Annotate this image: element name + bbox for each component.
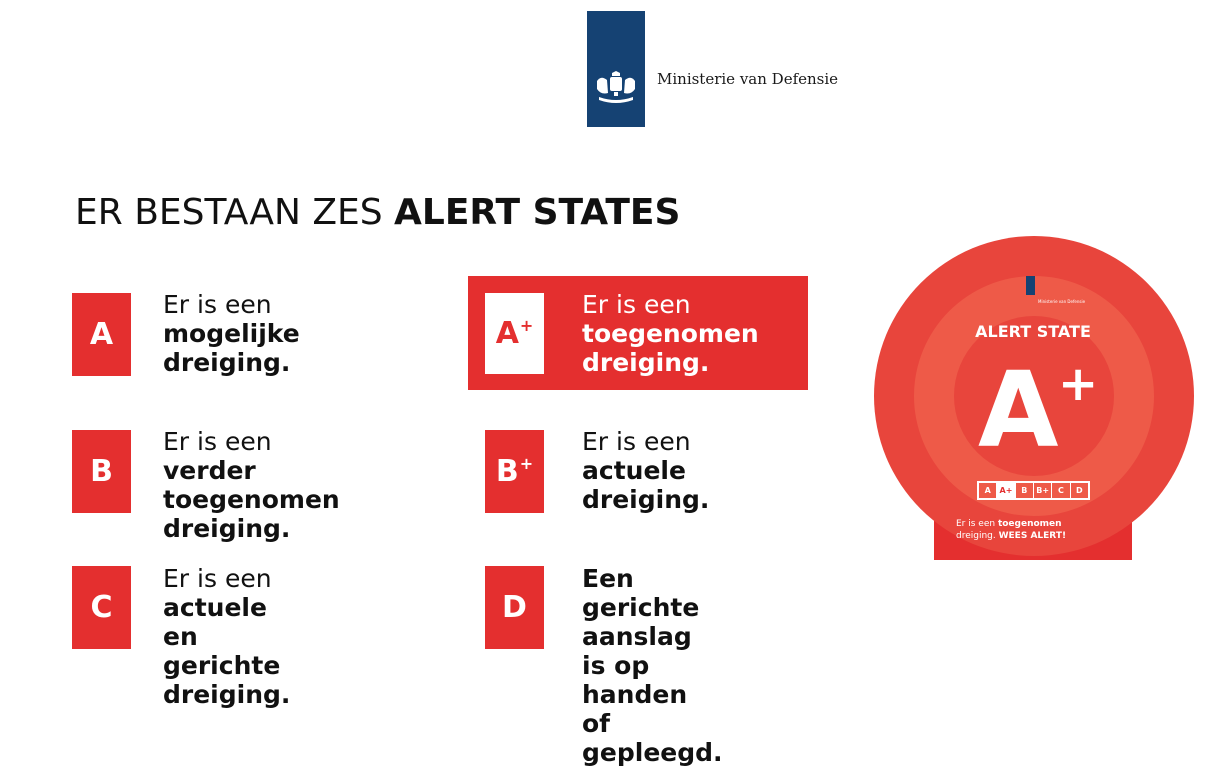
desc-line2: toegenomen bbox=[163, 485, 340, 514]
caption-bold: toegenomen bbox=[997, 519, 1062, 529]
level-code: D bbox=[502, 590, 527, 625]
level-code: C bbox=[90, 590, 113, 625]
title-light: ER BESTAAN ZES bbox=[75, 192, 395, 233]
level-badge-d bbox=[485, 566, 544, 649]
poster-scale-cell: A+ bbox=[997, 483, 1015, 498]
desc-line2: en gerichte bbox=[163, 622, 281, 680]
level-badge-a-plus bbox=[485, 293, 544, 374]
poster-ministry: Ministerie van Defensie bbox=[1038, 299, 1086, 304]
poster-title: ALERT STATE bbox=[975, 322, 1091, 341]
desc-line1-bold: Een gerichte bbox=[582, 564, 700, 622]
poster-level: A bbox=[978, 349, 1059, 471]
poster-scale-cell: B bbox=[1016, 483, 1034, 498]
desc-line1: Er is een bbox=[582, 290, 691, 319]
level-description-b bbox=[163, 427, 340, 543]
desc-line1-normal: Er is een bbox=[163, 564, 272, 593]
desc-line3: of gepleegd. bbox=[582, 709, 723, 767]
desc-line3: dreiging. bbox=[163, 680, 291, 709]
page-title bbox=[75, 192, 680, 233]
level-badge-b bbox=[72, 430, 131, 513]
ministry-name: Ministerie van Defensie bbox=[657, 70, 839, 88]
poster-scale-cell: D bbox=[1075, 486, 1083, 495]
level-description-c bbox=[163, 564, 290, 709]
poster-scale-cell: C bbox=[1052, 483, 1070, 498]
level-card-a-plus bbox=[468, 276, 808, 390]
poster-scale-cell: B+ bbox=[1034, 483, 1052, 498]
ministry-logo-bar bbox=[587, 11, 645, 127]
desc-line2: toegenomen bbox=[582, 319, 759, 348]
level-badge-a bbox=[72, 293, 131, 376]
desc-line1-normal: Er is een bbox=[582, 427, 691, 456]
level-code: B bbox=[90, 454, 113, 489]
desc-line1-normal: Er is een bbox=[163, 427, 272, 456]
poster-scale bbox=[977, 481, 1090, 500]
level-description-d bbox=[582, 564, 723, 767]
level-description-a bbox=[163, 290, 300, 377]
title-bold: ALERT STATES bbox=[394, 192, 681, 233]
poster-scale-cell: A bbox=[979, 483, 997, 498]
level-description-b-plus bbox=[582, 427, 709, 514]
poster-level-sup: + bbox=[1058, 356, 1099, 412]
desc-line1-bold: actuele bbox=[163, 593, 267, 622]
caption-normal: Er is een bbox=[956, 519, 998, 529]
desc-line2: dreiging. bbox=[582, 485, 710, 514]
desc-line2: aanslag is op handen bbox=[582, 622, 692, 709]
desc-line1-bold: verder bbox=[163, 456, 256, 485]
desc-line1-bold: actuele bbox=[582, 456, 686, 485]
poster-logo-flag bbox=[1026, 276, 1035, 295]
desc-line3: dreiging. bbox=[163, 348, 291, 377]
desc-line1: Er is een bbox=[163, 290, 272, 319]
level-sup: + bbox=[519, 316, 534, 335]
caption-normal: dreiging. bbox=[956, 531, 999, 541]
level-badge-b-plus bbox=[485, 430, 544, 513]
level-badge-c bbox=[72, 566, 131, 649]
level-code: B bbox=[495, 454, 519, 489]
desc-line3: dreiging. bbox=[163, 514, 291, 543]
desc-line2: mogelijke bbox=[163, 319, 300, 348]
level-code: A bbox=[89, 317, 114, 352]
alert-state-poster bbox=[934, 276, 1132, 560]
caption-bold: WEES ALERT! bbox=[998, 531, 1067, 541]
poster-caption bbox=[956, 518, 1116, 542]
level-description-a-plus bbox=[582, 290, 759, 377]
coat-of-arms-icon bbox=[591, 71, 641, 107]
level-sup: + bbox=[519, 454, 534, 473]
level-code: A bbox=[495, 316, 519, 351]
desc-line3: dreiging. bbox=[582, 348, 710, 377]
